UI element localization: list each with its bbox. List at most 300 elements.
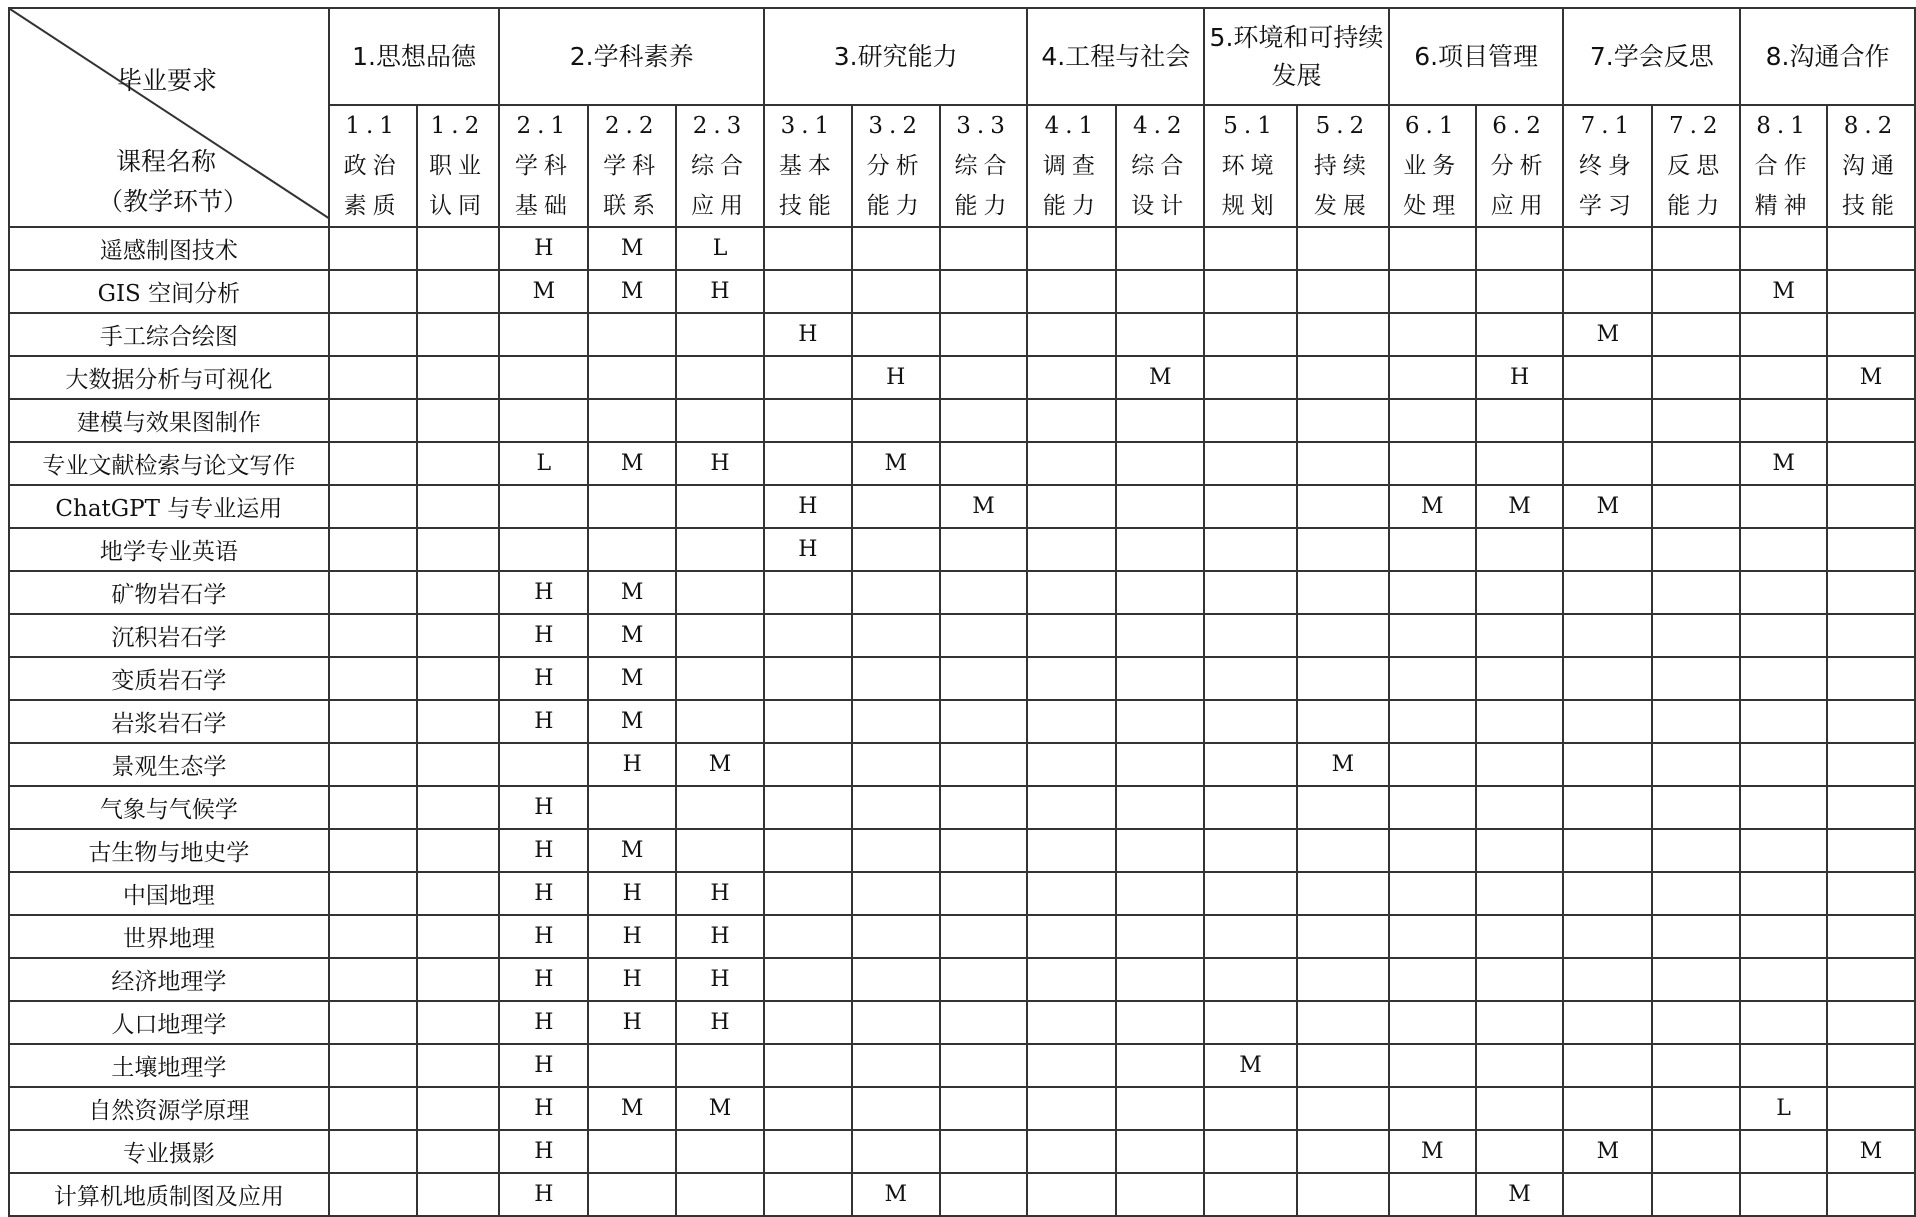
support-level-cell <box>1204 872 1297 915</box>
sub-requirement-label: 精神 <box>1754 193 1813 219</box>
graduation-requirement-label: 毕业要求 <box>117 66 218 95</box>
support-level-cell <box>1204 958 1297 1001</box>
support-level-cell <box>329 614 417 657</box>
support-level-cell <box>1563 227 1652 270</box>
support-level-cell: H <box>676 872 764 915</box>
support-level-cell <box>852 1087 940 1130</box>
support-level-cell <box>1740 614 1827 657</box>
sub-requirement-header <box>1389 105 1476 227</box>
support-level-cell <box>1204 227 1297 270</box>
support-level-cell <box>1652 915 1740 958</box>
support-level-cell <box>940 1087 1028 1130</box>
requirement-group-header: 1.思想品德 <box>329 8 500 105</box>
sub-requirement-label: 学习 <box>1578 193 1637 219</box>
table-row <box>9 356 1915 399</box>
support-level-cell <box>417 657 500 700</box>
sub-requirement-header <box>499 105 588 227</box>
course-name-cell: 建模与效果图制作 <box>9 399 329 442</box>
support-level-cell <box>1027 786 1116 829</box>
support-level-cell <box>1563 1087 1652 1130</box>
sub-requirement-label: 职业 <box>428 153 487 179</box>
support-level-cell <box>676 313 764 356</box>
sub-requirement-number: 2.1 <box>516 113 572 139</box>
table-row <box>9 1173 1915 1216</box>
support-level-cell <box>1204 1173 1297 1216</box>
support-level-cell: H <box>499 571 588 614</box>
support-level-cell <box>1116 1001 1204 1044</box>
sub-requirement-number: 3.3 <box>956 113 1011 139</box>
sub-requirement-header <box>1563 105 1652 227</box>
support-level-cell <box>1116 1044 1204 1087</box>
support-level-cell <box>1027 958 1116 1001</box>
teaching-link-label: （教学环节） <box>98 187 249 216</box>
support-level-cell <box>940 1130 1028 1173</box>
support-level-cell <box>764 915 852 958</box>
support-level-cell <box>1389 270 1476 313</box>
support-level-cell <box>1297 313 1389 356</box>
support-level-cell <box>1389 614 1476 657</box>
sub-requirement-label: 能力 <box>954 193 1013 219</box>
support-level-cell <box>1563 700 1652 743</box>
support-level-cell <box>1389 313 1476 356</box>
sub-requirement-number: 1.2 <box>430 113 486 139</box>
sub-requirement-header <box>417 105 500 227</box>
table-row <box>9 571 1915 614</box>
support-level-cell <box>1563 270 1652 313</box>
table-row <box>9 1044 1915 1087</box>
support-level-cell <box>1652 313 1740 356</box>
support-level-cell <box>1740 1044 1827 1087</box>
course-name-cell: 沉积岩石学 <box>9 614 329 657</box>
support-level-cell: M <box>1740 442 1827 485</box>
course-name-cell: 矿物岩石学 <box>9 571 329 614</box>
sub-requirement-label: 综合 <box>691 153 750 179</box>
support-level-cell <box>417 786 500 829</box>
course-name-cell: 专业文献检索与论文写作 <box>9 442 329 485</box>
course-name-cell: 经济地理学 <box>9 958 329 1001</box>
sub-requirement-label: 持续 <box>1313 153 1372 179</box>
support-level-cell <box>499 399 588 442</box>
support-level-cell <box>1740 1173 1827 1216</box>
support-level-cell <box>1740 571 1827 614</box>
sub-requirement-number: 5.1 <box>1223 113 1278 139</box>
support-level-cell <box>852 313 940 356</box>
support-level-cell <box>1027 485 1116 528</box>
support-level-cell <box>1389 700 1476 743</box>
support-level-cell <box>1827 786 1915 829</box>
table-row <box>9 528 1915 571</box>
support-level-cell <box>676 356 764 399</box>
support-level-cell <box>1204 270 1297 313</box>
support-level-cell <box>329 313 417 356</box>
support-level-cell <box>1297 700 1389 743</box>
support-level-cell <box>1563 1001 1652 1044</box>
support-level-cell <box>852 829 940 872</box>
course-name-cell: 人口地理学 <box>9 1001 329 1044</box>
support-level-cell <box>764 1130 852 1173</box>
support-level-cell: H <box>499 829 588 872</box>
support-level-cell <box>1116 485 1204 528</box>
support-level-cell: H <box>764 528 852 571</box>
requirement-group-header: 5.环境和可持续发展 <box>1204 8 1389 105</box>
support-level-cell <box>1652 1087 1740 1130</box>
table-row <box>9 1001 1915 1044</box>
support-level-cell: M <box>1389 485 1476 528</box>
support-level-cell <box>940 1173 1028 1216</box>
support-level-cell <box>940 700 1028 743</box>
support-level-cell <box>329 356 417 399</box>
support-level-cell <box>852 915 940 958</box>
support-level-cell: M <box>1476 485 1564 528</box>
sub-requirement-label: 反思 <box>1667 153 1726 179</box>
support-level-cell <box>329 1087 417 1130</box>
support-level-cell <box>1204 485 1297 528</box>
support-level-cell <box>1027 657 1116 700</box>
support-level-cell <box>1652 958 1740 1001</box>
support-level-cell <box>1389 399 1476 442</box>
support-level-cell <box>764 1087 852 1130</box>
support-level-cell <box>329 528 417 571</box>
support-level-cell <box>852 743 940 786</box>
support-level-cell: M <box>1389 1130 1476 1173</box>
support-level-cell <box>1563 743 1652 786</box>
support-level-cell <box>417 571 500 614</box>
support-level-cell <box>1027 872 1116 915</box>
support-level-cell <box>329 958 417 1001</box>
support-level-cell <box>588 1130 676 1173</box>
support-level-cell: M <box>1116 356 1204 399</box>
support-level-cell: H <box>499 614 588 657</box>
corner-header <box>9 8 329 227</box>
table-row <box>9 485 1915 528</box>
sub-requirement-label: 认同 <box>428 193 487 219</box>
support-level-cell: L <box>499 442 588 485</box>
support-level-cell <box>1563 442 1652 485</box>
support-level-cell <box>417 485 500 528</box>
support-level-cell: L <box>676 227 764 270</box>
support-level-cell <box>588 399 676 442</box>
support-level-cell <box>1116 700 1204 743</box>
course-name-cell: 计算机地质制图及应用 <box>9 1173 329 1216</box>
support-level-cell <box>1652 399 1740 442</box>
support-level-cell <box>1476 442 1564 485</box>
support-level-cell <box>676 1173 764 1216</box>
support-level-cell <box>1297 1001 1389 1044</box>
table-row <box>9 227 1915 270</box>
support-level-cell <box>1827 829 1915 872</box>
table-row <box>9 915 1915 958</box>
support-level-cell <box>1027 528 1116 571</box>
support-level-cell <box>852 1044 940 1087</box>
course-name-cell: 自然资源学原理 <box>9 1087 329 1130</box>
support-level-cell: M <box>1297 743 1389 786</box>
sub-requirement-label: 学科 <box>603 153 662 179</box>
support-level-cell: H <box>1476 356 1564 399</box>
support-level-cell <box>764 227 852 270</box>
support-level-cell: M <box>588 700 676 743</box>
support-level-cell <box>764 1173 852 1216</box>
support-level-cell <box>1389 829 1476 872</box>
support-level-cell: M <box>1740 270 1827 313</box>
support-level-cell <box>1827 227 1915 270</box>
support-level-cell <box>1027 227 1116 270</box>
support-level-cell <box>588 313 676 356</box>
sub-requirement-label: 基础 <box>514 193 573 219</box>
support-level-cell <box>676 657 764 700</box>
support-level-cell <box>329 1001 417 1044</box>
support-level-cell <box>1827 700 1915 743</box>
support-level-cell <box>1827 1044 1915 1087</box>
support-level-cell <box>1116 786 1204 829</box>
support-level-cell <box>764 356 852 399</box>
support-level-cell <box>1827 1087 1915 1130</box>
support-level-cell <box>1297 528 1389 571</box>
support-level-cell: H <box>676 958 764 1001</box>
course-name-cell: 遥感制图技术 <box>9 227 329 270</box>
support-level-cell <box>1116 399 1204 442</box>
support-level-cell <box>1389 356 1476 399</box>
requirement-group-header: 2.学科素养 <box>499 8 764 105</box>
support-level-cell <box>329 1044 417 1087</box>
support-level-cell <box>940 356 1028 399</box>
support-level-cell <box>1297 442 1389 485</box>
support-level-cell <box>1827 313 1915 356</box>
sub-requirement-label: 联系 <box>603 193 662 219</box>
support-level-cell <box>1116 571 1204 614</box>
support-level-cell <box>764 270 852 313</box>
course-name-cell: 变质岩石学 <box>9 657 329 700</box>
support-level-cell <box>1297 399 1389 442</box>
support-level-cell <box>1389 1173 1476 1216</box>
support-level-cell <box>1563 356 1652 399</box>
support-level-cell <box>940 1001 1028 1044</box>
support-level-cell <box>329 270 417 313</box>
support-level-cell <box>417 356 500 399</box>
support-level-cell <box>1389 528 1476 571</box>
support-level-cell <box>1652 1001 1740 1044</box>
sub-requirement-header <box>588 105 676 227</box>
course-name-cell: 专业摄影 <box>9 1130 329 1173</box>
support-level-cell <box>852 485 940 528</box>
support-level-cell <box>1652 1173 1740 1216</box>
support-level-cell <box>940 915 1028 958</box>
sub-requirement-header <box>1652 105 1740 227</box>
support-level-cell <box>1652 872 1740 915</box>
support-level-cell <box>1297 1087 1389 1130</box>
support-level-cell <box>1652 270 1740 313</box>
support-level-cell <box>1027 1130 1116 1173</box>
support-level-cell: M <box>1563 1130 1652 1173</box>
support-level-cell <box>417 1001 500 1044</box>
support-level-cell <box>417 270 500 313</box>
support-level-cell: M <box>852 1173 940 1216</box>
course-name-label: 课程名称 <box>116 147 217 176</box>
support-level-cell <box>1827 657 1915 700</box>
support-level-cell <box>764 958 852 1001</box>
course-name-cell: 中国地理 <box>9 872 329 915</box>
support-level-cell <box>1027 743 1116 786</box>
support-level-cell <box>1652 356 1740 399</box>
table-row <box>9 614 1915 657</box>
support-level-cell <box>1116 442 1204 485</box>
support-level-cell: M <box>1827 1130 1915 1173</box>
support-level-cell <box>329 571 417 614</box>
support-level-cell <box>1827 1173 1915 1216</box>
sub-requirement-header <box>1297 105 1389 227</box>
support-level-cell <box>417 743 500 786</box>
support-level-cell: H <box>588 1001 676 1044</box>
support-level-cell: H <box>852 356 940 399</box>
requirement-group-header: 6.项目管理 <box>1389 8 1564 105</box>
support-level-cell <box>1204 1130 1297 1173</box>
support-level-cell <box>329 915 417 958</box>
support-level-cell <box>940 958 1028 1001</box>
support-level-cell <box>1563 528 1652 571</box>
support-level-cell <box>852 399 940 442</box>
support-level-cell <box>1297 1044 1389 1087</box>
sub-requirement-number: 8.2 <box>1843 113 1899 139</box>
sub-requirement-header <box>1116 105 1204 227</box>
support-level-cell <box>1297 614 1389 657</box>
support-level-cell <box>676 1044 764 1087</box>
requirement-group-header: 8.沟通合作 <box>1740 8 1915 105</box>
support-level-cell <box>329 829 417 872</box>
support-level-cell <box>1297 958 1389 1001</box>
support-level-cell <box>764 1044 852 1087</box>
support-level-cell <box>1297 356 1389 399</box>
support-level-cell <box>417 1087 500 1130</box>
support-level-cell <box>588 356 676 399</box>
support-level-cell <box>417 915 500 958</box>
support-level-cell <box>1204 1087 1297 1130</box>
table-row <box>9 657 1915 700</box>
sub-requirement-label: 发展 <box>1313 193 1372 219</box>
support-level-cell <box>588 528 676 571</box>
support-level-cell <box>940 528 1028 571</box>
support-level-cell: M <box>852 442 940 485</box>
course-name-cell: 岩浆岩石学 <box>9 700 329 743</box>
support-level-cell: H <box>764 313 852 356</box>
table-row <box>9 786 1915 829</box>
support-level-cell <box>1652 657 1740 700</box>
support-level-cell: M <box>588 1087 676 1130</box>
sub-requirement-label: 分析 <box>1490 153 1549 179</box>
sub-requirement-number: 7.1 <box>1580 113 1636 139</box>
support-level-cell <box>499 485 588 528</box>
support-level-cell: H <box>499 958 588 1001</box>
support-level-cell <box>1389 1001 1476 1044</box>
sub-requirement-header <box>676 105 764 227</box>
support-level-cell <box>1116 270 1204 313</box>
support-level-cell <box>1116 1173 1204 1216</box>
support-level-cell <box>1027 915 1116 958</box>
support-level-cell <box>1297 915 1389 958</box>
support-level-cell: H <box>588 743 676 786</box>
support-level-cell <box>1740 1001 1827 1044</box>
support-level-cell: H <box>499 227 588 270</box>
sub-requirement-number: 1.1 <box>345 113 400 139</box>
support-level-cell <box>417 399 500 442</box>
support-level-cell <box>1027 1001 1116 1044</box>
support-level-cell <box>499 313 588 356</box>
support-level-cell <box>1740 829 1827 872</box>
support-level-cell <box>1476 1044 1564 1087</box>
support-level-cell: H <box>676 1001 764 1044</box>
support-level-cell <box>1476 700 1564 743</box>
support-level-cell <box>1476 528 1564 571</box>
support-level-cell <box>329 1173 417 1216</box>
support-level-cell <box>1297 571 1389 614</box>
sub-requirement-label: 基本 <box>778 153 837 179</box>
support-level-cell <box>1476 1087 1564 1130</box>
sub-requirement-label: 设计 <box>1131 193 1190 219</box>
support-level-cell: H <box>499 657 588 700</box>
sub-requirement-label: 能力 <box>1042 193 1101 219</box>
support-level-cell <box>764 1001 852 1044</box>
support-level-cell <box>852 270 940 313</box>
support-level-cell <box>852 571 940 614</box>
table-row <box>9 1130 1915 1173</box>
support-level-cell <box>1827 614 1915 657</box>
support-level-cell <box>1027 399 1116 442</box>
support-level-cell <box>1652 1044 1740 1087</box>
support-level-cell <box>1204 829 1297 872</box>
support-level-cell <box>1827 528 1915 571</box>
table-row <box>9 270 1915 313</box>
support-level-cell <box>1204 614 1297 657</box>
sub-requirement-label: 分析 <box>866 153 925 179</box>
sub-requirement-label: 能力 <box>866 193 925 219</box>
table-row <box>9 399 1915 442</box>
support-level-cell <box>329 700 417 743</box>
support-level-cell: H <box>588 915 676 958</box>
support-level-cell <box>1204 313 1297 356</box>
support-level-cell <box>1116 614 1204 657</box>
support-level-cell <box>1740 915 1827 958</box>
support-level-cell <box>764 614 852 657</box>
support-level-cell <box>329 786 417 829</box>
support-level-cell <box>1027 700 1116 743</box>
sub-requirement-header <box>1740 105 1827 227</box>
support-level-cell: M <box>588 270 676 313</box>
support-level-cell <box>1204 356 1297 399</box>
support-level-cell <box>1740 227 1827 270</box>
table-row <box>9 1087 1915 1130</box>
support-level-cell <box>764 571 852 614</box>
support-level-cell: H <box>676 915 764 958</box>
support-level-cell <box>1563 915 1652 958</box>
support-level-cell <box>1740 399 1827 442</box>
course-rows <box>9 227 1915 1216</box>
support-level-cell <box>1389 786 1476 829</box>
sub-requirement-label: 综合 <box>1131 153 1190 179</box>
support-level-cell <box>1116 1130 1204 1173</box>
support-level-cell <box>764 399 852 442</box>
support-level-cell <box>1389 958 1476 1001</box>
support-level-cell <box>1563 958 1652 1001</box>
support-level-cell <box>676 399 764 442</box>
support-level-cell <box>1297 657 1389 700</box>
support-level-cell: M <box>1563 485 1652 528</box>
sub-requirement-label: 终身 <box>1578 153 1637 179</box>
support-level-cell <box>764 829 852 872</box>
support-level-cell <box>329 442 417 485</box>
support-level-cell: M <box>588 829 676 872</box>
support-level-cell <box>417 958 500 1001</box>
support-level-cell <box>417 313 500 356</box>
support-level-cell <box>1740 1130 1827 1173</box>
support-level-cell <box>1652 571 1740 614</box>
